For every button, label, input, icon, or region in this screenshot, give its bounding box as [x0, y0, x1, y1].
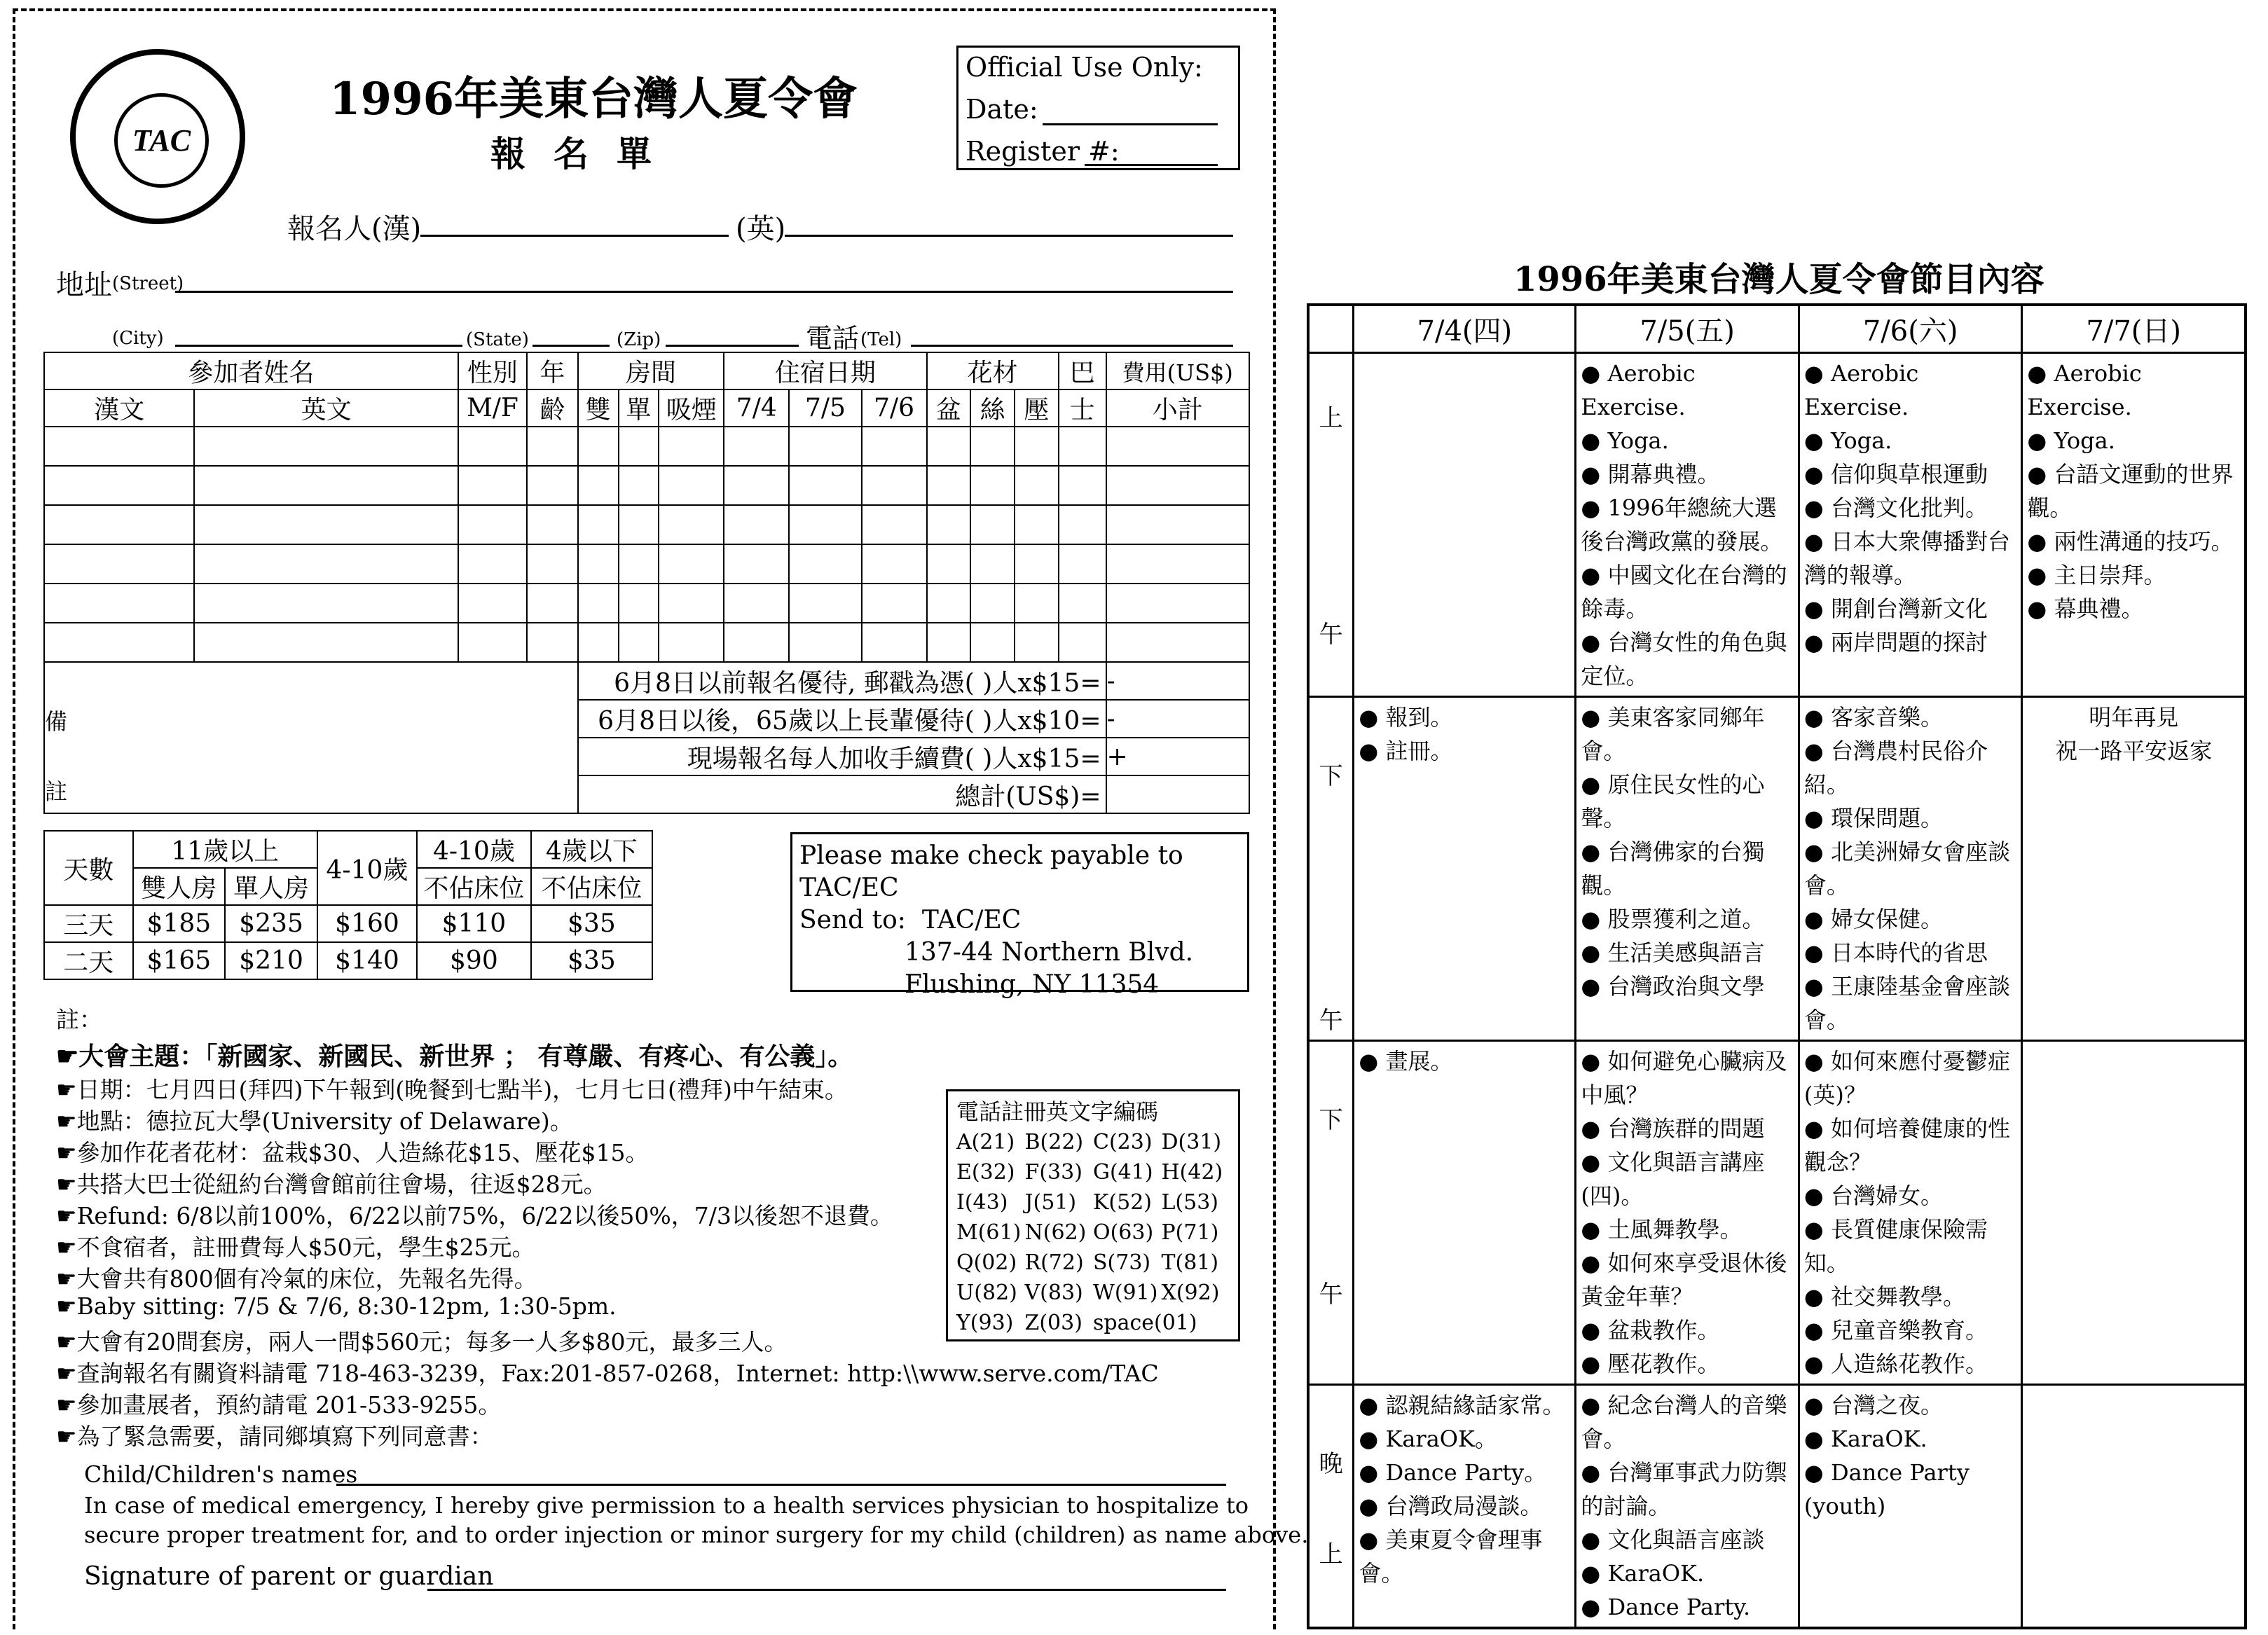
city-field[interactable]	[175, 345, 462, 347]
slot-cell	[1576, 1041, 1799, 1385]
event-item: ● 婦女保健。	[1804, 902, 2017, 936]
phone-field[interactable]	[911, 345, 1233, 347]
code-item: Y(93)	[956, 1311, 1014, 1335]
city-label: (City)	[112, 328, 164, 349]
col-flower: 花材	[927, 352, 1059, 389]
form-title: 1996年美東台灣人夏令會	[329, 73, 858, 125]
event-item: ● 原住民女性的心聲。	[1581, 768, 1794, 835]
price-col-double: 雙人房	[133, 868, 226, 905]
price-value: $160	[317, 905, 417, 942]
col-d2: 7/5	[789, 389, 861, 427]
code-item: U(82)	[956, 1281, 1017, 1305]
price-value: $235	[225, 905, 317, 942]
tel-label: (Tel)	[860, 329, 902, 350]
phone-code-box	[946, 1089, 1240, 1341]
send-to-address-1: 137-44 Northern Blvd.	[905, 938, 1194, 967]
logo-text: TAC	[114, 93, 209, 188]
slot-char: 午	[1319, 1007, 1343, 1035]
col-sex-sub: M/F	[458, 389, 527, 427]
code-item: M(61)	[956, 1220, 1022, 1245]
code-item: A(21)	[956, 1130, 1015, 1154]
code-item: I(43)	[956, 1190, 1008, 1215]
event-item: ● 兩性溝通的技巧。	[2027, 525, 2240, 558]
signature-field[interactable]	[427, 1589, 1226, 1591]
price-value: $210	[225, 942, 317, 979]
note-exhibit: ☛參加畫展者，預約請電 201-533-9255。	[56, 1391, 502, 1419]
slot-char: 下	[1319, 1106, 1343, 1134]
col-age-sub: 齡	[527, 389, 578, 427]
price-value: $110	[417, 905, 531, 942]
col-fee: 費用(US$)	[1106, 352, 1249, 389]
fee-row-senior: 6月8日以後，65歲以上長輩優待( )人x$10=	[578, 700, 1106, 738]
slot-afternoon-label	[1308, 697, 1354, 1041]
street-label: (Street)	[112, 273, 184, 294]
slot-cell	[1576, 353, 1799, 697]
slot-cell	[1576, 697, 1799, 1041]
date-label: Date:	[965, 94, 1038, 125]
code-item: X(92)	[1161, 1281, 1220, 1305]
price-col-single: 單人房	[225, 868, 317, 905]
day-header: 7/6(六)	[1799, 305, 2022, 353]
price-table	[43, 830, 653, 980]
event-item: ● KaraOK.	[1581, 1557, 1794, 1590]
event-item: ● 報到。	[1359, 701, 1570, 734]
code-item: D(31)	[1161, 1130, 1222, 1154]
price-value: $90	[417, 942, 531, 979]
note-flowers: ☛參加作花者花材：盆栽$30、人造絲花$15、壓花$15。	[56, 1139, 649, 1166]
code-item: Z(03)	[1024, 1311, 1083, 1335]
col-d3: 7/6	[862, 389, 927, 427]
col-name: 參加者姓名	[44, 352, 458, 389]
event-item: ● 開創台灣新文化	[1804, 592, 2017, 626]
zip-field[interactable]	[666, 345, 799, 347]
code-item: N(62)	[1024, 1220, 1087, 1245]
signature-label: Signature of parent or guardian	[84, 1562, 494, 1591]
code-item: H(42)	[1161, 1160, 1223, 1185]
note-date: ☛日期：七月四日(拜四)下午報到(晚餐到七點半)，七月七日(禮拜)中午結束。	[56, 1076, 848, 1103]
slot-cell	[2022, 1385, 2246, 1629]
table-row[interactable]	[44, 466, 1249, 505]
note-theme: ☛大會主題：「新國家、新國民、新世界 ； 有尊嚴、有疼心、有公義」。	[56, 1042, 853, 1071]
state-label: (State)	[466, 329, 529, 350]
slot-cell	[1576, 1385, 1799, 1629]
code-item: space(01)	[1093, 1311, 1197, 1335]
date-field[interactable]	[1043, 123, 1218, 125]
slot-cell	[1354, 1041, 1576, 1385]
phone-code-title: 電話註冊英文字編碼	[956, 1098, 1159, 1125]
note-suites: ☛大會有20間套房，兩人一間$560元；每多一人多$80元，最多三人。	[56, 1328, 788, 1355]
event-item: ● 台灣族群的問題	[1581, 1112, 1794, 1145]
official-use-box	[956, 46, 1240, 170]
event-item: ● 台灣政治與文學	[1581, 970, 1794, 1003]
price-col-under4: 4歲以下	[531, 831, 652, 868]
event-item: ● 王康陸基金會座談會。	[1804, 970, 2017, 1037]
schedule-title: 1996年美東台灣人夏令會節目內容	[1513, 260, 2044, 299]
slot-char: 晚	[1319, 1450, 1343, 1478]
col-stay: 住宿日期	[724, 352, 926, 389]
event-item: ● Dance Party (youth)	[1804, 1456, 2017, 1523]
participant-table	[43, 352, 1250, 814]
event-item: ● 幕典禮。	[2027, 592, 2240, 626]
event-item: ● 信仰與草根運動	[1804, 457, 2017, 491]
event-item: ● 如何來享受退休後黃金年華？	[1581, 1246, 1794, 1313]
table-row[interactable]	[44, 505, 1249, 544]
event-item: ● Yoga.	[1581, 424, 1794, 457]
table-row[interactable]	[44, 427, 1249, 466]
note-emergency: ☛為了緊急需要，請同鄉填寫下列同意書：	[56, 1423, 493, 1450]
code-item: Q(02)	[956, 1250, 1017, 1275]
slot-cell	[1354, 1385, 1576, 1629]
event-item: ● Dance Party。	[1359, 1456, 1570, 1489]
event-item: ● 台灣婦女。	[1804, 1179, 2017, 1213]
table-row[interactable]	[44, 584, 1249, 623]
slot-char: 上	[1319, 1540, 1343, 1568]
code-item: O(63)	[1093, 1220, 1154, 1245]
event-item: ● Aerobic Exercise.	[2027, 357, 2240, 424]
col-room: 房間	[578, 352, 724, 389]
farewell-line-1: 明年再見	[2089, 704, 2179, 731]
event-item: ● 台灣女性的角色與定位。	[1581, 626, 1794, 693]
event-item: ● 主日崇拜。	[2027, 558, 2240, 592]
col-bus: 巴	[1059, 352, 1106, 389]
event-item: ● Aerobic Exercise.	[1804, 357, 2017, 424]
note-babysitting: ☛Baby sitting: 7/5 & 7/6, 8:30-12pm, 1:30-5pm.	[56, 1292, 617, 1320]
event-item: ● 紀念台灣人的音樂會。	[1581, 1388, 1794, 1456]
table-row[interactable]	[44, 544, 1249, 584]
slot-cell	[2022, 697, 2246, 1041]
send-to-name: TAC/EC	[921, 906, 1022, 934]
fee-onsite-value[interactable]: +	[1106, 738, 1249, 775]
event-item: ● KaraOK。	[1359, 1422, 1570, 1456]
event-item: ● 北美洲婦女會座談會。	[1804, 835, 2017, 902]
slot-char: 下	[1319, 762, 1343, 790]
form-subtitle: 報名單	[490, 133, 680, 174]
day-header: 7/7(日)	[2022, 305, 2246, 353]
event-item: ● Dance Party.	[1581, 1590, 1794, 1624]
consent-line-2: secure proper treatment for, and to order injection or minor surgery for my child (children) as name above.	[84, 1522, 1309, 1548]
col-subtotal: 小計	[1106, 389, 1249, 427]
event-item: ● 註冊。	[1359, 734, 1570, 768]
farewell-line-2: 祝一路平安返家	[2055, 738, 2213, 764]
event-item: ● 日本時代的省思	[1804, 936, 2017, 970]
price-col-4to10: 4-10歲	[317, 831, 417, 905]
slot-cell	[1354, 353, 1576, 697]
price-value: $140	[317, 942, 417, 979]
price-col-over11: 11歲以上	[133, 831, 317, 868]
event-item: ● 台灣文化批判。	[1804, 491, 2017, 525]
event-item: ● 文化與語言講座(四)。	[1581, 1145, 1794, 1213]
registrant-english-field[interactable]	[785, 235, 1233, 237]
event-item: ● 美東客家同鄉年會。	[1581, 701, 1794, 768]
code-item: J(51)	[1024, 1190, 1077, 1215]
slot-cell	[1354, 697, 1576, 1041]
day-header: 7/5(五)	[1576, 305, 1799, 353]
zip-label: (Zip)	[617, 329, 661, 350]
event-item: ● 生活美感與語言	[1581, 936, 1794, 970]
slot-morning-label	[1308, 353, 1354, 697]
price-col-4to10-nobed: 4-10歲	[417, 831, 531, 868]
event-item: ● 人造絲花教作。	[1804, 1347, 2017, 1381]
send-to-label: Send to:	[799, 906, 906, 934]
code-item: V(83)	[1024, 1281, 1083, 1305]
event-item: ● 土風舞教學。	[1581, 1213, 1794, 1246]
col-smoke: 吸煙	[659, 389, 724, 427]
event-item: ● 盆栽教作。	[1581, 1313, 1794, 1347]
event-item: ● 美東夏令會理事會。	[1359, 1523, 1570, 1590]
col-english: 英文	[194, 389, 458, 427]
code-item: S(73)	[1093, 1250, 1151, 1275]
event-item: ● 開幕典禮。	[1581, 457, 1794, 491]
tac-logo	[70, 49, 245, 224]
col-age: 年	[527, 352, 578, 389]
remarks-label-2: 註	[45, 778, 68, 805]
event-item: ● 台灣軍事武力防禦的討論。	[1581, 1456, 1794, 1523]
fee-early-value[interactable]: -	[1106, 662, 1249, 700]
event-item: ● 長質健康保險需知。	[1804, 1213, 2017, 1280]
col-bus-sub: 士	[1059, 389, 1106, 427]
event-item: ● Aerobic Exercise.	[1581, 357, 1794, 424]
event-item: ● 環保問題。	[1804, 801, 2017, 835]
register-field[interactable]	[1085, 164, 1218, 166]
code-item: K(52)	[1093, 1190, 1152, 1215]
col-single: 單	[619, 389, 659, 427]
price-value: $185	[133, 905, 226, 942]
event-item: ● 壓花教作。	[1581, 1347, 1794, 1381]
code-item: C(23)	[1093, 1130, 1153, 1154]
state-field[interactable]	[532, 345, 610, 347]
code-item: W(91)	[1093, 1281, 1158, 1305]
slot-evening-label	[1308, 1385, 1354, 1629]
event-item: ● 如何培養健康的性觀念？	[1804, 1112, 2017, 1179]
note-bus: ☛共搭大巴士從紐約台灣會館前往會場，往返$28元。	[56, 1171, 607, 1198]
price-col-nobed: 不佔床位	[417, 868, 531, 905]
notes-heading: 註：	[56, 1006, 102, 1033]
price-value: $35	[531, 905, 652, 942]
slot-char: 上	[1319, 404, 1343, 432]
event-item: ● KaraOK.	[1804, 1422, 2017, 1456]
slot-cell	[2022, 353, 2246, 697]
fee-total-value[interactable]	[1106, 775, 1249, 813]
event-item: ● 台灣佛家的台獨觀。	[1581, 835, 1794, 902]
price-value: $35	[531, 942, 652, 979]
fee-senior-value[interactable]: -	[1106, 700, 1249, 738]
event-item: ● 台語文運動的世界觀。	[2027, 457, 2240, 525]
official-use-label: Official Use Only:	[965, 52, 1203, 83]
slot-char: 午	[1319, 621, 1343, 649]
col-press: 壓	[1015, 389, 1059, 427]
event-item: ● 日本大衆傳播對台灣的報導。	[1804, 525, 2017, 592]
schedule-table	[1307, 303, 2247, 1629]
event-item: ● 中國文化在台灣的餘毒。	[1581, 558, 1794, 626]
col-double: 雙	[578, 389, 619, 427]
register-label: Register #:	[965, 136, 1120, 167]
event-item: ● Yoga.	[2027, 424, 2240, 457]
price-col-nobed2: 不佔床位	[531, 868, 652, 905]
code-item: T(81)	[1161, 1250, 1219, 1275]
schedule-corner	[1308, 305, 1354, 353]
day-header: 7/4(四)	[1354, 305, 1576, 353]
col-chinese: 漢文	[44, 389, 194, 427]
table-row	[44, 942, 652, 979]
slot-cell	[1799, 1385, 2022, 1629]
event-item: ● 台灣之夜。	[1804, 1388, 2017, 1422]
col-pot: 盆	[927, 389, 971, 427]
slot-cell	[1799, 1041, 2022, 1385]
code-item: B(22)	[1024, 1130, 1084, 1154]
payable-box	[790, 832, 1249, 999]
slot-cell	[1799, 353, 2022, 697]
event-item: ● 兒童音樂教育。	[1804, 1313, 2017, 1347]
child-names-label: Child/Children's names	[84, 1461, 358, 1488]
fee-row-onsite: 現場報名每人加收手續費( )人x$15=	[578, 738, 1106, 775]
note-no-lodging: ☛不食宿者，註冊費每人$50元，學生$25元。	[56, 1234, 535, 1261]
event-item: ● 認親結緣話家常。	[1359, 1388, 1570, 1422]
event-item: ● 如何來應付憂鬱症(英)？	[1804, 1044, 2017, 1112]
event-item: ● 文化與語言座談	[1581, 1523, 1794, 1557]
registrant-english-label: (英)	[736, 213, 786, 245]
note-refund: ☛Refund: 6/8以前100%，6/22以前75%，6/22以後50%，7/3以後恕不退費。	[56, 1202, 893, 1229]
event-item: ● 股票獲利之道。	[1581, 902, 1794, 936]
code-item: L(53)	[1161, 1190, 1219, 1215]
price-col-days: 天數	[44, 831, 133, 905]
slot-cell	[2022, 1041, 2246, 1385]
event-item: ● 台灣政局漫談。	[1359, 1489, 1570, 1523]
address-label: 地址	[56, 269, 112, 301]
phone-label: 電話	[806, 323, 860, 354]
table-row	[44, 905, 652, 942]
child-names-field[interactable]	[336, 1484, 1226, 1486]
fee-row-total: 總計(US$)=	[578, 775, 1106, 813]
note-contact: ☛查詢報名有關資料請電 718-463-3239，Fax:201-857-0268，Internet: http:\\www.serve.com/TAC	[56, 1360, 1159, 1387]
event-item: ● 兩岸問題的探討	[1804, 626, 2017, 659]
code-item: P(71)	[1161, 1220, 1219, 1245]
event-item: ● Yoga.	[1804, 424, 2017, 457]
registrant-chinese-field[interactable]	[420, 235, 729, 237]
event-item: ● 社交舞教學。	[1804, 1280, 2017, 1313]
table-row[interactable]	[44, 623, 1249, 662]
event-item: ● 畫展。	[1359, 1044, 1570, 1078]
col-silk: 絲	[970, 389, 1015, 427]
event-item: ● 1996年總統大選後台灣政黨的發展。	[1581, 491, 1794, 558]
event-item: ● 台灣農村民俗介紹。	[1804, 734, 2017, 801]
price-days: 二天	[44, 942, 133, 979]
code-item: F(33)	[1024, 1160, 1083, 1185]
fee-row-early: 6月8日以前報名優待, 郵戳為憑( )人x$15=	[578, 662, 1106, 700]
remarks-label-1: 備	[45, 708, 68, 735]
registrant-label: 報名人(漢)	[287, 213, 422, 245]
remarks-cell[interactable]	[44, 662, 578, 813]
price-value: $165	[133, 942, 226, 979]
price-days: 三天	[44, 905, 133, 942]
send-to-address-2: Flushing, NY 11354	[905, 970, 1160, 999]
slot-char: 午	[1319, 1281, 1343, 1309]
note-beds: ☛大會共有800個有冷氣的床位，先報名先得。	[56, 1265, 537, 1292]
event-item: ● 客家音樂。	[1804, 701, 2017, 734]
code-item: G(41)	[1093, 1160, 1153, 1185]
consent-line-1: In case of medical emergency, I hereby give permission to a health services physician to hospitalize to	[84, 1492, 1249, 1519]
code-item: R(72)	[1024, 1250, 1084, 1275]
col-sex: 性別	[458, 352, 527, 389]
col-d1: 7/4	[724, 389, 789, 427]
event-item: ● 如何避免心臟病及中風？	[1581, 1044, 1794, 1112]
slot-cell	[1799, 697, 2022, 1041]
payable-line: Please make check payable to TAC/EC	[799, 841, 1183, 902]
code-item: E(32)	[956, 1160, 1015, 1185]
street-field[interactable]	[175, 291, 1233, 293]
slot-late-afternoon-label	[1308, 1041, 1354, 1385]
note-location: ☛地點：德拉瓦大學(University of Delaware)。	[56, 1108, 573, 1135]
